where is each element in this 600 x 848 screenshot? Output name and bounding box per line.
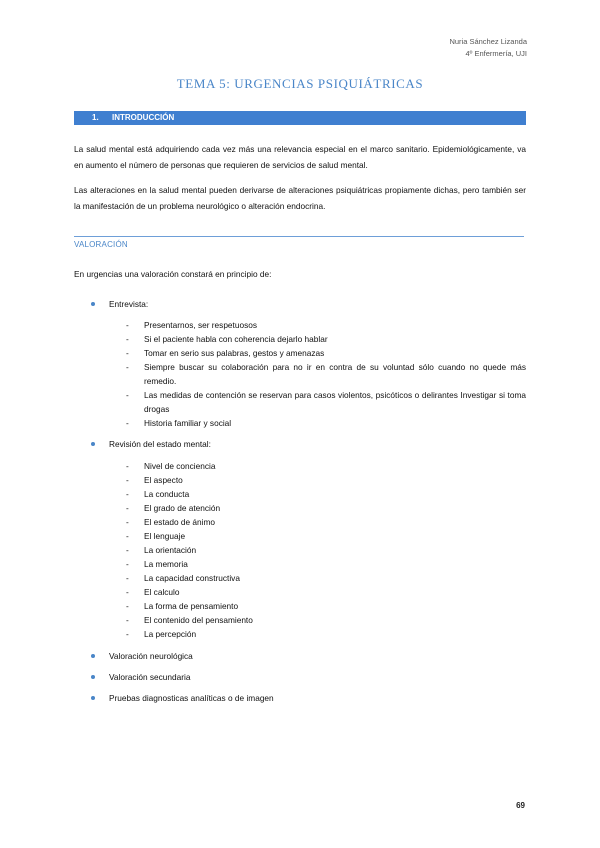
list-item (126, 529, 526, 543)
list-item-text: El grado de atención (144, 503, 221, 513)
list-item (126, 360, 526, 388)
list-item-text: El lenguaje (144, 531, 186, 541)
dash-marker: - (126, 418, 129, 428)
bullet-label: Valoración secundaria (109, 672, 191, 682)
list-item-text: La forma de pensamiento (144, 601, 239, 611)
bullet-dot-icon (91, 442, 95, 446)
bullet-label: Entrevista: (109, 299, 149, 309)
dash-marker: - (126, 390, 129, 400)
dash-marker: - (126, 362, 129, 372)
header-author: Nuria Sánchez Lizanda (449, 37, 527, 46)
list-item-text: El contenido del pensamiento (144, 615, 253, 625)
dash-marker: - (126, 334, 129, 344)
page-header (449, 36, 527, 60)
list-item (126, 416, 526, 430)
dash-marker: - (126, 503, 129, 513)
dash-marker: - (126, 573, 129, 583)
document-title: TEMA 5: URGENCIAS PSIQUIÁTRICAS (176, 76, 424, 91)
list-item (126, 388, 526, 416)
list-item (126, 571, 526, 585)
dash-marker: - (126, 545, 129, 555)
dash-marker: - (126, 629, 129, 639)
list-item (126, 346, 526, 360)
section-label: INTRODUCCIÓN (112, 113, 175, 122)
valoracion-intro: En urgencias una valoración constará en principio de: (74, 269, 272, 279)
list-item (126, 557, 526, 571)
bullet-dot-icon (91, 696, 95, 700)
list-item-text: Siempre buscar su colaboración para no ir en contra de su voluntad sólo cuando no quede más remedio. (144, 362, 526, 386)
header-course: 4º Enfermería, UJI (465, 49, 527, 58)
dash-marker: - (126, 489, 129, 499)
bullet-label: Pruebas diagnosticas analíticas o de imagen (109, 693, 274, 703)
dash-marker: - (126, 475, 129, 485)
list-item-text: Las medidas de contención se reservan para casos violentos, psicóticos o delirantes Investigar si toma drogas (144, 390, 526, 414)
list-item (126, 459, 526, 473)
list-item-text: La memoria (144, 559, 188, 569)
bullet-label: Valoración neurológica (109, 651, 193, 661)
list-item (126, 318, 526, 332)
list-item-text: La conducta (144, 489, 190, 499)
dash-marker: - (126, 559, 129, 569)
dash-marker: - (126, 517, 129, 527)
list-item-text: La capacidad constructiva (144, 573, 240, 583)
list-item (126, 599, 526, 613)
dash-marker: - (126, 615, 129, 625)
list-item-text: La orientación (144, 545, 197, 555)
bullet-dot-icon (91, 654, 95, 658)
list-item-text: La percepción (144, 629, 197, 639)
dash-marker: - (126, 531, 129, 541)
dash-marker: - (126, 320, 129, 330)
list-item (126, 627, 526, 641)
list-item (126, 501, 526, 515)
list-item (126, 543, 526, 557)
estado-mental-list (126, 459, 526, 641)
list-item-text: El calculo (144, 587, 180, 597)
page-number: 69 (516, 801, 525, 810)
dash-marker: - (126, 601, 129, 611)
list-item-text: Historia familiar y social (144, 418, 232, 428)
dash-marker: - (126, 461, 129, 471)
list-item (126, 585, 526, 599)
list-item (126, 487, 526, 501)
subheading-valoracion: VALORACIÓN (74, 240, 128, 249)
list-item (126, 473, 526, 487)
section-number: 1. (92, 113, 99, 122)
section-divider (74, 236, 524, 237)
dash-marker: - (126, 587, 129, 597)
section-heading-bar (74, 111, 526, 125)
list-item-text: Tomar en serio sus palabras, gestos y amenazas (144, 348, 325, 358)
list-item-text: Presentarnos, ser respetuosos (144, 320, 257, 330)
list-item-text: Si el paciente habla con coherencia dejarlo hablar (144, 334, 328, 344)
paragraph-1: La salud mental está adquiriendo cada vez más una relevancia especial en el marco sanitario. Epidemiológicamente, va en aumento el número de personas que requieren de servicios de salud mental. (74, 144, 526, 170)
bullet-label: Revisión del estado mental: (109, 439, 211, 449)
list-item (126, 613, 526, 627)
bullet-dot-icon (91, 675, 95, 679)
list-item (126, 515, 526, 529)
list-item-text: El estado de ánimo (144, 517, 216, 527)
bullet-dot-icon (91, 302, 95, 306)
list-item (126, 332, 526, 346)
dash-marker: - (126, 348, 129, 358)
paragraph-2: Las alteraciones en la salud mental pueden derivarse de alteraciones psiquiátricas propiamente dichas, pero también ser la manifestación de un problema neurológico o alteración endocrina. (74, 185, 526, 211)
entrevista-list (126, 318, 526, 430)
list-item-text: Nivel de conciencia (144, 461, 216, 471)
list-item-text: El aspecto (144, 475, 183, 485)
